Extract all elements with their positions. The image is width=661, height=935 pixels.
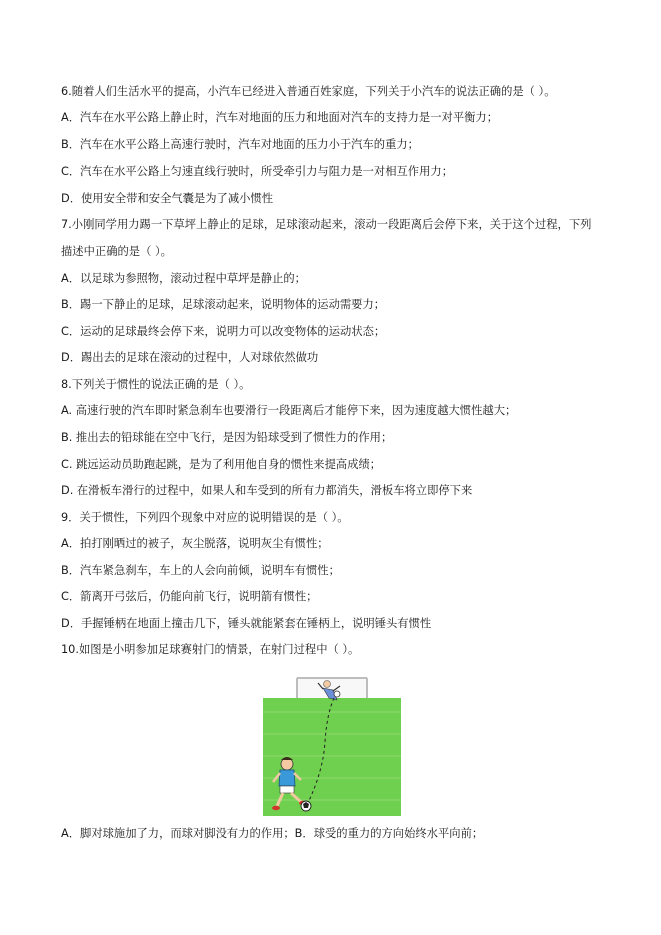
question-7-option-b: B．踢一下静止的足球，足球滚动起来，说明物体的运动需要力； bbox=[61, 298, 386, 311]
question-6-option-d: D．使用安全带和安全气囊是为了减小惯性 bbox=[61, 192, 274, 205]
question-8-option-a: A. 高速行驶的汽车即时紧急刹车也要滑行一段距离后才能停下来，因为速度越大惯性越大； bbox=[61, 404, 517, 417]
question-9-stem: 9．关于惯性，下列四个现象中对应的说明错误的是（ ）。 bbox=[61, 511, 349, 524]
question-8-stem: 8.下列关于惯性的说法正确的是（ ）。 bbox=[61, 378, 251, 391]
grass-field bbox=[263, 698, 401, 816]
question-6-option-b: B．汽车在水平公路上高速行驶时，汽车对地面的压力小于汽车的重力； bbox=[61, 138, 419, 151]
question-6-option-c: C．汽车在水平公路上匀速直线行驶时，所受牵引力与阻力是一对相互作用力； bbox=[61, 165, 453, 178]
question-9-option-c: C．箭离开弓弦后，仍能向前飞行，说明箭有惯性； bbox=[61, 590, 318, 603]
question-7-stem-line1: 7.小刚同学用力踢一下草坪上静止的足球，足球滚动起来，滚动一段距离后会停下来，关于这个过程，下列 bbox=[61, 218, 592, 231]
question-10-stem: 10.如图是小明参加足球赛射门的情景，在射门过程中（ ）。 bbox=[61, 643, 360, 656]
question-7-option-d: D．踢出去的足球在滚动的过程中，人对球依然做功 bbox=[61, 351, 319, 364]
soccer-shot-figure bbox=[263, 672, 401, 816]
question-8-option-d: D. 在滑板车滑行的过程中，如果人和车受到的所有力都消失，滑板车将立即停下来 bbox=[61, 484, 473, 497]
question-8-option-b: B. 推出去的铅球能在空中飞行，是因为铅球受到了惯性力的作用； bbox=[61, 431, 393, 444]
question-8-option-c: C. 跳远运动员助跑起跳，是为了利用他自身的惯性来提高成绩； bbox=[61, 458, 382, 471]
question-9-option-d: D．手握锤柄在地面上撞击几下，锤头就能紧套在锤柄上，说明锤头有惯性 bbox=[61, 617, 432, 630]
question-6-option-a: A．汽车在水平公路上静止时，汽车对地面的压力和地面对汽车的支持力是一对平衡力； bbox=[61, 111, 499, 124]
question-9-option-b: B．汽车紧急刹车，车上的人会向前倾，说明车有惯性； bbox=[61, 564, 340, 577]
soccer-shot-illustration bbox=[263, 672, 401, 816]
question-7-option-c: C．运动的足球最终会停下来，说明力可以改变物体的运动状态； bbox=[61, 325, 386, 338]
question-7-option-a: A．以足球为参照物，滚动过程中草坪是静止的； bbox=[61, 272, 306, 285]
ball-near-goal bbox=[334, 691, 340, 697]
question-10-options: A．脚对球施加了力，而球对脚没有力的作用；B．球受的重力的方向始终水平向前； bbox=[61, 827, 484, 840]
question-6-stem: 6.随着人们生活水平的提高，小汽车已经进入普通百姓家庭，下列关于小汽车的说法正确的是（ ）。 bbox=[61, 85, 556, 98]
question-7-stem-line2: 描述中正确的是（ ）。 bbox=[61, 245, 172, 258]
question-9-option-a: A．拍打刚晒过的被子，灰尘脱落，说明灰尘有惯性； bbox=[61, 537, 329, 550]
